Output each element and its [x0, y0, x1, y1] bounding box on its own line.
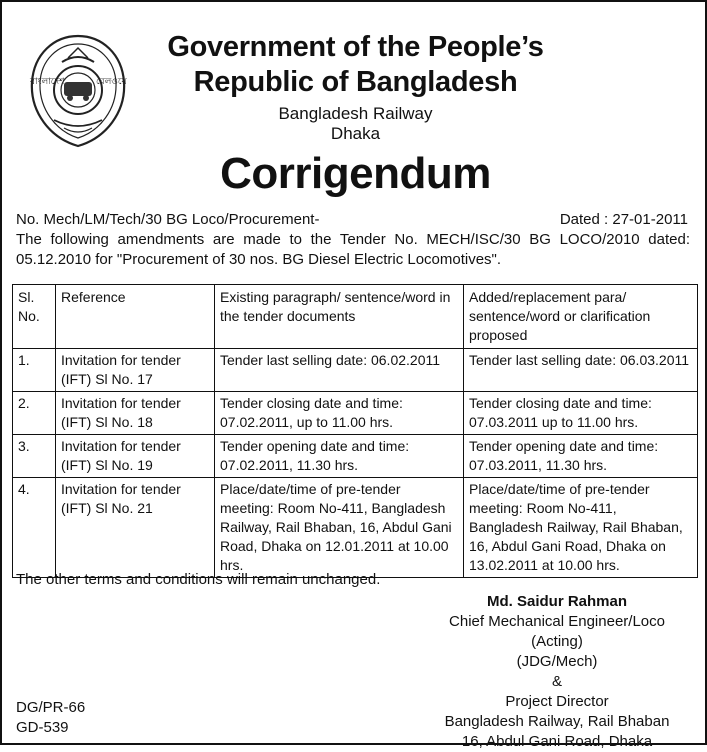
city-name: Dhaka [330, 124, 381, 143]
amendment-table [12, 284, 698, 578]
row-added: Tender opening date and time: 07.03.2011, 11.30 hrs. [464, 435, 698, 478]
table-row [13, 392, 698, 435]
table-header-row [13, 285, 698, 349]
row-added: Tender last selling date: 06.03.2011 [464, 349, 698, 392]
dg-code: DG/PR-66 [16, 699, 86, 716]
table-row [13, 478, 698, 578]
organization-name: Bangladesh Railway [278, 104, 433, 123]
row-existing: Tender last selling date: 06.02.2011 [215, 349, 464, 392]
header-reference: Reference [56, 285, 215, 349]
signatory-ampersand: & [551, 673, 562, 690]
table-row [13, 435, 698, 478]
header-added: Added/replacement para/ sentence/word or clarification proposed [464, 285, 698, 349]
reference-number: No. Mech/LM/Tech/30 BG Loco/Procurement- [16, 211, 320, 228]
row-sl: 4. [13, 478, 56, 578]
row-sl: 3. [13, 435, 56, 478]
row-added: Place/date/time of pre-tender meeting: Room No-411, Bangladesh Railway, Rail Bhaban, 16, Abdul Gani Road, Dhaka on 13.02.2011 at 10.00 hrs. [464, 478, 698, 578]
row-reference: Invitation for tender (IFT) Sl No. 18 [56, 392, 215, 435]
row-existing: Tender closing date and time: 07.02.2011, up to 11.00 hrs. [215, 392, 464, 435]
document-type-heading: Corrigendum [220, 149, 491, 198]
signatory-address-2: 16, Abdul Gani Road, Dhaka [461, 733, 653, 750]
gd-code: GD-539 [16, 719, 69, 736]
signatory-grade: (JDG/Mech) [516, 653, 598, 670]
row-reference: Invitation for tender (IFT) Sl No. 17 [56, 349, 215, 392]
svg-text:বাংলাদেশ: বাংলাদেশ [30, 77, 65, 87]
row-sl: 1. [13, 349, 56, 392]
intro-paragraph: The following amendments are made to the Tender No. MECH/ISC/30 BG LOCO/2010 dated: 05.12.2010 for "Procurement of 30 nos. BG Diesel Electric Locomotives". [16, 231, 690, 268]
header-existing: Existing paragraph/ sentence/word in the tender documents [215, 285, 464, 349]
publication-codes [16, 698, 85, 738]
title-line-2: Republic of Bangladesh [193, 66, 518, 98]
signatory-address-1: Bangladesh Railway, Rail Bhaban [444, 713, 670, 730]
table-row [13, 349, 698, 392]
row-sl: 2. [13, 392, 56, 435]
reference-line [16, 210, 688, 230]
signatory-role: Project Director [505, 693, 609, 710]
signatory-title: Chief Mechanical Engineer/Loco (Acting) [449, 613, 665, 650]
row-reference: Invitation for tender (IFT) Sl No. 21 [56, 478, 215, 578]
row-existing: Tender opening date and time: 07.02.2011, 11.30 hrs. [215, 435, 464, 478]
title-line-1: Government of the People’s [167, 31, 544, 63]
row-added: Tender closing date and time: 07.03.2011 up to 11.00 hrs. [464, 392, 698, 435]
header-sl: Sl. No. [13, 285, 56, 349]
row-reference: Invitation for tender (IFT) Sl No. 19 [56, 435, 215, 478]
letterhead [2, 30, 707, 198]
signatory-name: Md. Saidur Rahman [486, 593, 628, 610]
dated-text: Dated : 27-01-2011 [559, 211, 688, 228]
row-existing: Place/date/time of pre-tender meeting: Room No-411, Bangladesh Railway, Rail Bhaban, 16, Abdul Gani Road, Dhaka on 12.01.2011 at 10.00 hrs. [215, 478, 464, 578]
svg-text:রেলওয়ে: রেলওয়ে [96, 77, 127, 87]
closing-statement: The other terms and conditions will remain unchanged. [16, 571, 381, 588]
signature-block [422, 592, 692, 752]
